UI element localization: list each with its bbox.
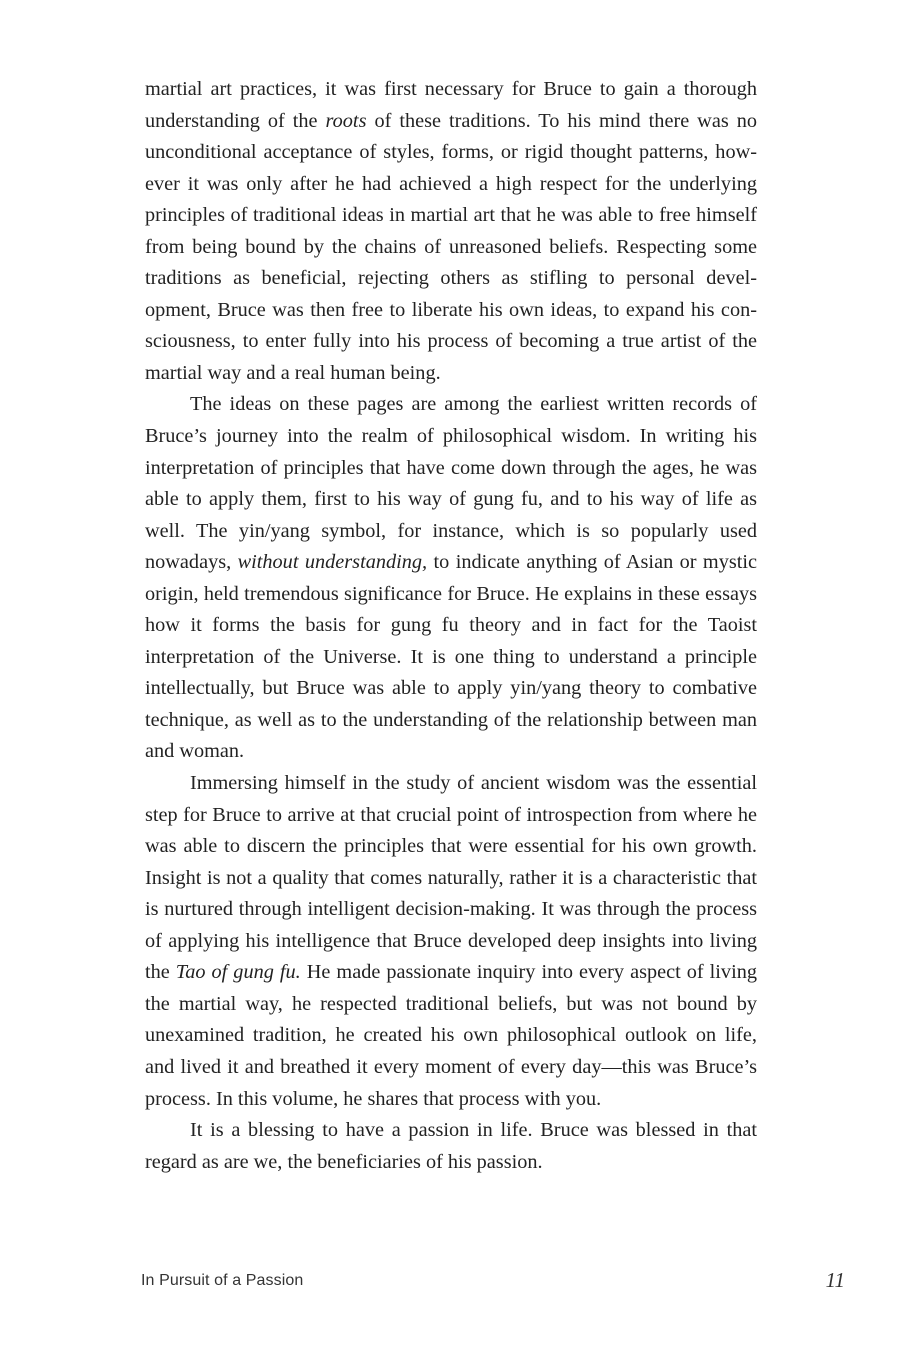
paragraph-3 — [145, 768, 757, 1115]
paragraph-1 — [145, 74, 757, 389]
paragraph-2-text-a: The ideas on these pages are among the earliest written records of Bruce’s journey into the realm of philosophical wisdom. In writing his interpretation of principles that have come down through the ages, he was able to apply them, first to his way of gung fu, and to his way of life as well. The yin/yang symbol, for instance, which is so popularly used nowadays, — [145, 393, 757, 574]
paragraph-4-text: It is a blessing to have a passion in life. Bruce was blessed in that regard as are we, the beneficiaries of his passion. — [145, 1119, 757, 1173]
paragraph-2-italic-without-understanding: without understanding, — [237, 551, 428, 574]
paragraph-2-text-b: to indicate anything of Asian or mystic origin, held tremendous significance for Bruce. He explains in these essays how it forms the basis for gung fu theory and in fact for the Taoist interpretation of the Universe. It is one thing to understand a principle intellectually, but Bruce was able to apply yin/yang theory to combative technique, as well as to the understanding of the relationship between man and woman. — [145, 551, 758, 763]
page-number: 11 — [825, 1268, 845, 1292]
paragraph-2 — [145, 389, 757, 768]
paragraph-1-text-a: martial art practices, it was first necessary for Bruce to gain a thorough understanding of the — [145, 78, 757, 132]
paragraph-3-italic-tao-of-gung-fu: Tao of gung fu. — [175, 961, 301, 984]
paragraph-1-text-b: of these traditions. To his mind there was no unconditional acceptance of styles, forms, or rigid thought patterns, however it was only after he had achieved a high respect for the underlying principles of traditional ideas in martial art that he was able to free himself from being bound by the chains of unreasoned beliefs. Respecting some traditions as beneficial, rejecting others as stifling to personal development, Bruce was then free to liberate his own ideas, to expand his consciousness, to enter fully into his process of becoming a true artist of the martial way and a real human being. — [145, 109, 757, 384]
paragraph-1-italic-roots: roots — [325, 109, 367, 132]
paragraph-3-text-a: Immersing himself in the study of ancient wisdom was the essential step for Bruce to arrive at that crucial point of introspection from where he was able to discern the principles that were essential for his own growth. Insight is not a quality that comes naturally, rather it is a characteristic that is nurtured through intelligent decision-making. It was through the process of applying his intelligence that Bruce developed deep insights into living the — [145, 772, 757, 984]
paragraph-3-text-b: He made passionate inquiry into every aspect of living the martial way, he respected traditional beliefs, but was not bound by unexamined tradition, he created his own philosophical outlook on life, and lived it and breathed it every moment of every day—this was Bruce’s process. In this volume, he shares that process with you. — [145, 961, 757, 1110]
running-footer-title: In Pursuit of a Passion — [141, 1272, 304, 1289]
paragraph-4 — [145, 1115, 757, 1178]
body-text — [145, 74, 757, 1178]
